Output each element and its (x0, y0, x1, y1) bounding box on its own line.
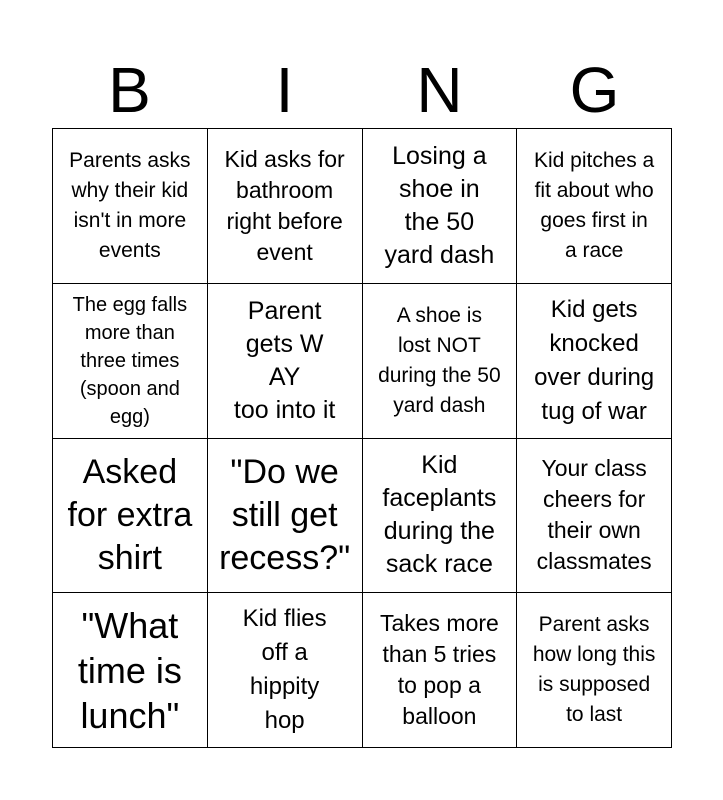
bingo-cell[interactable] (363, 129, 518, 284)
header-letter-i: I (275, 54, 294, 126)
cell-text: Parent gets W AY too into it (233, 296, 336, 424)
cell-text: Kid flies off a hippity hop (242, 605, 327, 735)
bingo-cell[interactable] (517, 439, 672, 594)
cell-text: A shoe is lost NOT during the 50 yard dash (378, 303, 501, 417)
bingo-cell[interactable] (517, 129, 672, 284)
bingo-cell[interactable] (208, 593, 363, 748)
bingo-board (52, 128, 672, 748)
header-letter-g: G (569, 54, 620, 126)
bingo-cell[interactable] (53, 593, 208, 748)
cell-text: Parent asks how long this is supposed to last (532, 613, 656, 727)
cell-text: Your class cheers for their own classmates (536, 455, 652, 575)
cell-text: Kid gets knocked over during tug of war (534, 295, 655, 425)
bingo-cell[interactable] (363, 284, 518, 439)
bingo-cell[interactable] (363, 593, 518, 748)
cell-text: The egg falls more than three times (spoon and egg) (72, 293, 188, 428)
header-letter-b: B (108, 54, 151, 126)
cell-text: "Do we still get recess?" (219, 452, 351, 577)
bingo-cell[interactable] (53, 129, 208, 284)
bingo-cell[interactable] (363, 439, 518, 594)
cell-text: Kid faceplants during the sack race (382, 451, 497, 579)
bingo-cell[interactable] (517, 593, 672, 748)
bingo-cell[interactable] (208, 439, 363, 594)
bingo-cell[interactable] (517, 284, 672, 439)
cell-text: Kid pitches a fit about who goes first in a race (534, 148, 655, 262)
cell-text: Asked for extra shirt (67, 452, 193, 577)
bingo-cell[interactable] (208, 284, 363, 439)
bingo-cell[interactable] (208, 129, 363, 284)
bingo-header (52, 52, 672, 128)
bingo-cell[interactable] (53, 439, 208, 594)
cell-text: "What time is lunch" (77, 604, 182, 736)
cell-text: Losing a shoe in the 50 yard dash (384, 141, 495, 269)
bingo-cell[interactable] (53, 284, 208, 439)
cell-text: Parents asks why their kid isn't in more events (69, 148, 191, 262)
cell-text: Kid asks for bathroom right before event (224, 145, 345, 265)
header-letter-n: N (416, 54, 463, 126)
cell-text: Takes more than 5 tries to pop a balloon (379, 610, 499, 730)
